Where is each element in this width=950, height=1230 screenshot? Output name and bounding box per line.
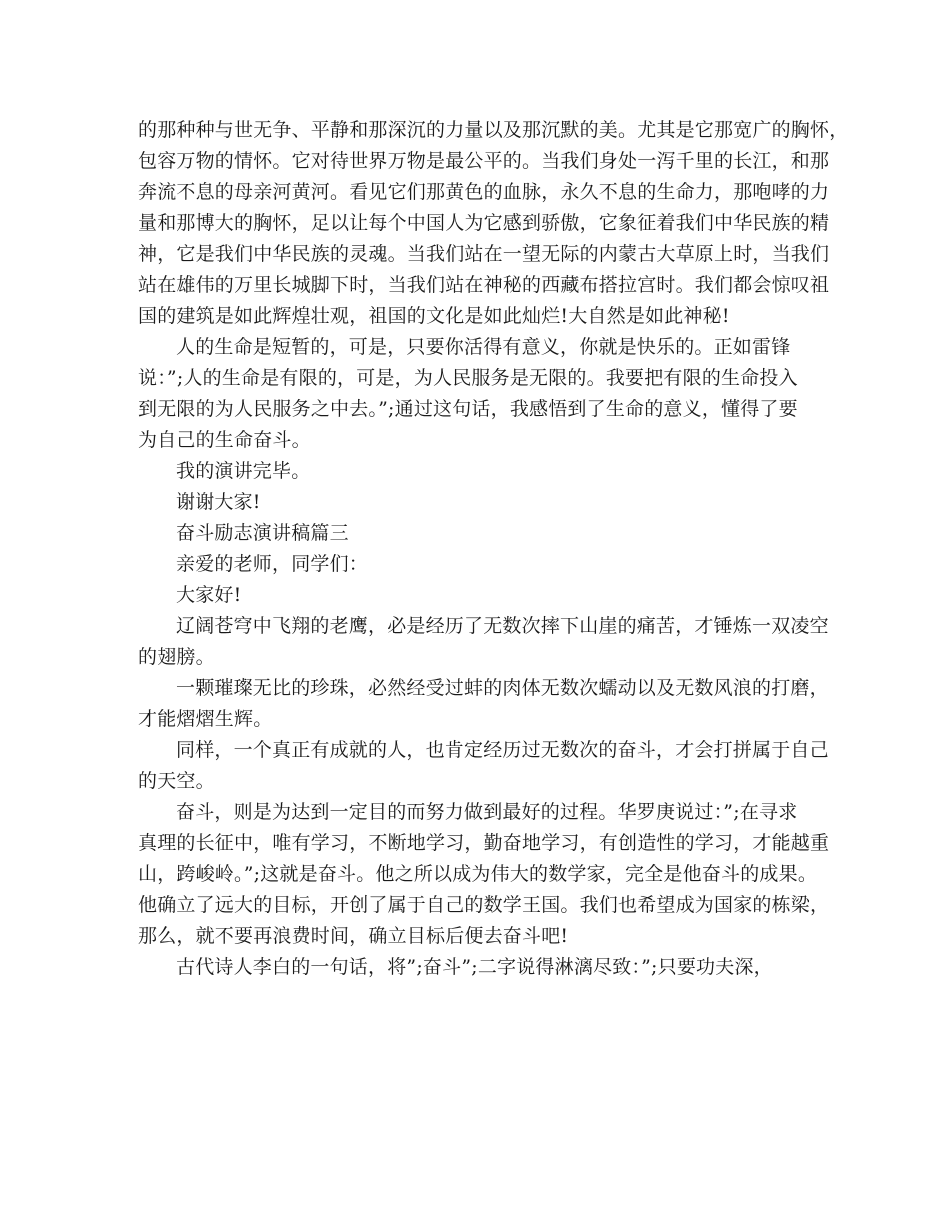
text-line: 那么，就不要再浪费时间，确立目标后便去奋斗吧! bbox=[138, 925, 569, 947]
document-body bbox=[138, 115, 849, 983]
paragraph bbox=[138, 735, 828, 797]
text-line: 谢谢大家! bbox=[176, 491, 261, 513]
paragraph bbox=[138, 332, 828, 456]
text-line: 的那种种与世无争、平静和那深沉的力量以及那沉默的美。尤其是它那宽广的胸怀， bbox=[138, 119, 849, 141]
text-line: 量和那博大的胸怀，足以让每个中国人为它感到骄傲，它象征着我们中华民族的精 bbox=[138, 212, 830, 234]
text-line: 古代诗人李白的一句话，将”;奋斗”;二字说得淋漓尽致：”;只要功夫深， bbox=[176, 956, 773, 978]
text-line: 大家好! bbox=[176, 584, 242, 606]
text-line: 一颗璀璨无比的珍珠，必然经受过蚌的肉体无数次蠕动以及无数风浪的打磨， bbox=[176, 677, 829, 699]
paragraph bbox=[138, 797, 828, 952]
text-line: 辽阔苍穹中飞翔的老鹰，必是经历了无数次摔下山崖的痛苦，才锤炼一双凌空 bbox=[176, 615, 829, 637]
text-line: 我的演讲完毕。 bbox=[176, 460, 311, 482]
text-line: 人的生命是短暂的，可是，只要你活得有意义，你就是快乐的。正如雷锋 bbox=[176, 336, 791, 358]
section-heading bbox=[138, 518, 828, 549]
text-line: 亲爱的老师，同学们： bbox=[176, 553, 369, 575]
text-line: 的翅膀。 bbox=[138, 646, 215, 668]
text-line: 为自己的生命奋斗。 bbox=[138, 429, 311, 451]
paragraph bbox=[138, 456, 828, 487]
paragraph bbox=[138, 673, 828, 735]
text-line: 奔流不息的母亲河黄河。看见它们那黄色的血脉，永久不息的生命力，那咆哮的力 bbox=[138, 181, 830, 203]
paragraph bbox=[138, 611, 828, 673]
paragraph bbox=[138, 952, 828, 983]
text-line: 站在雄伟的万里长城脚下时，当我们站在神秘的西藏布搭拉宫时。我们都会惊叹祖 bbox=[138, 274, 830, 296]
text-line: 奋斗，则是为达到一定目的而努力做到最好的过程。华罗庚说过：”;在寻求 bbox=[176, 801, 798, 823]
salutation bbox=[138, 549, 828, 580]
text-line: 真理的长征中，唯有学习，不断地学习，勤奋地学习，有创造性的学习，才能越重 bbox=[138, 832, 830, 854]
text-line: 他确立了远大的目标，开创了属于自己的数学王国。我们也希望成为国家的栋梁， bbox=[138, 894, 830, 916]
text-line: 才能熠熠生辉。 bbox=[138, 708, 273, 730]
text-line: 的天空。 bbox=[138, 770, 215, 792]
greeting bbox=[138, 580, 828, 611]
text-line: 到无限的为人民服务之中去。”;通过这句话，我感悟到了生命的意义，懂得了要 bbox=[138, 398, 798, 420]
text-line: 国的建筑是如此辉煌壮观，祖国的文化是如此灿烂!大自然是如此神秘! bbox=[138, 305, 730, 327]
text-line: 山，跨峻岭。”;这就是奋斗。他之所以成为伟大的数学家，完全是他奋斗的成果。 bbox=[138, 863, 818, 885]
text-line: 说：”;人的生命是有限的，可是，为人民服务是无限的。我要把有限的生命投入 bbox=[138, 367, 798, 389]
paragraph bbox=[138, 487, 828, 518]
text-line: 奋斗励志演讲稿篇三 bbox=[176, 522, 349, 544]
text-line: 包容万物的情怀。它对待世界万物是最公平的。当我们身处一泻千里的长江，和那 bbox=[138, 150, 830, 172]
text-line: 同样，一个真正有成就的人，也肯定经历过无数次的奋斗，才会打拼属于自己 bbox=[176, 739, 829, 761]
text-line: 神，它是我们中华民族的灵魂。当我们站在一望无际的内蒙古大草原上时，当我们 bbox=[138, 243, 830, 265]
paragraph bbox=[138, 115, 849, 332]
